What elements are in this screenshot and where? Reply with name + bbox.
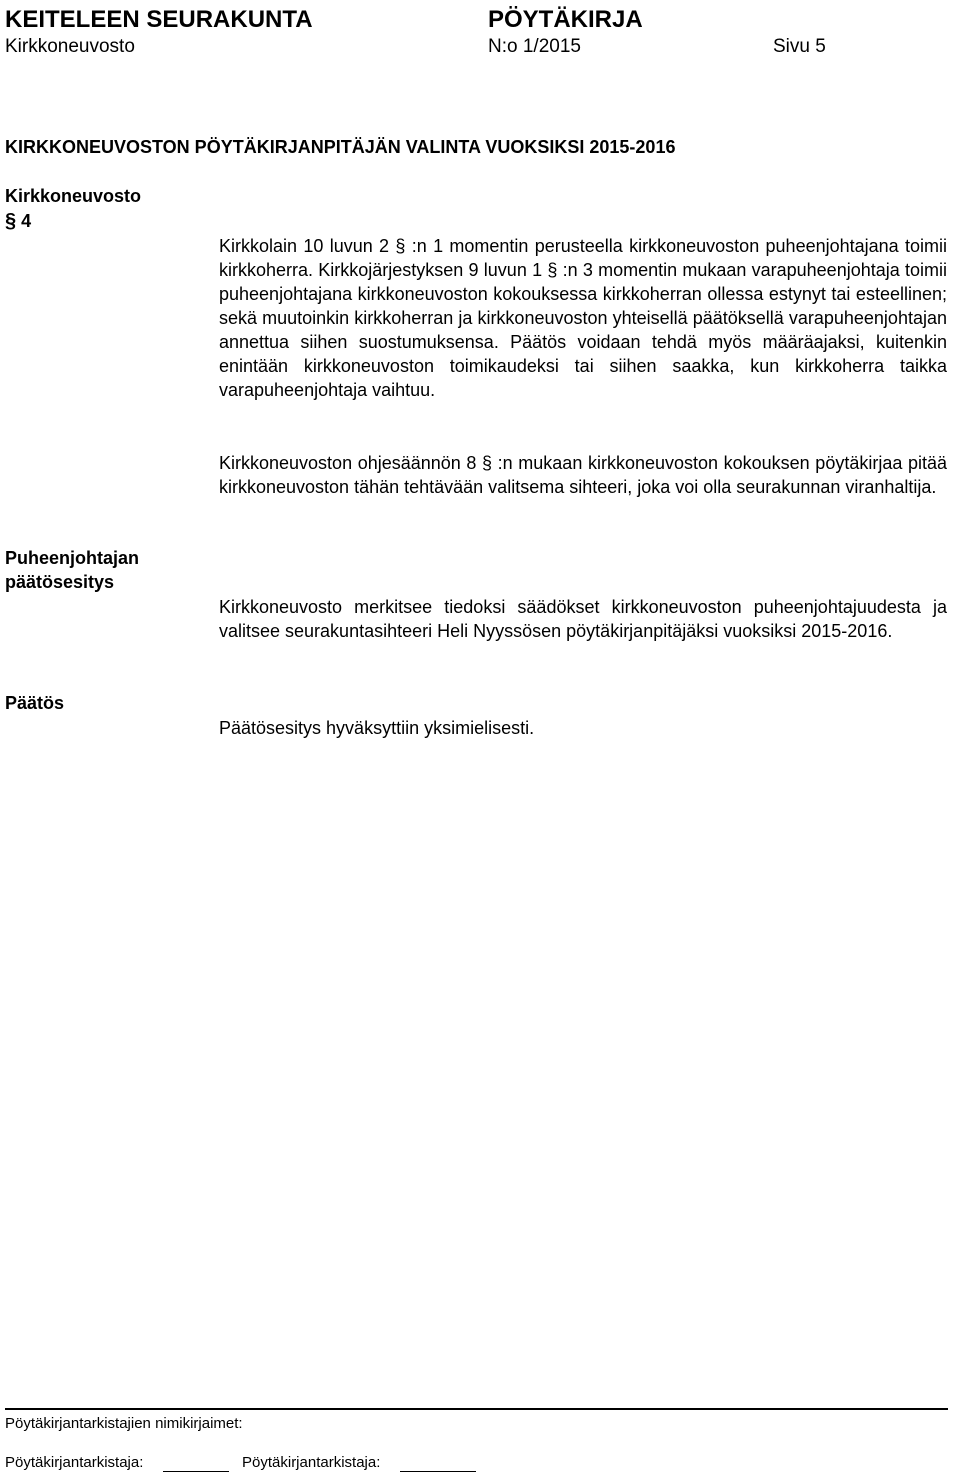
section-title: KIRKKONEUVOSTON PÖYTÄKIRJANPITÄJÄN VALINTA VUOKSIKSI 2015-2016 [5,137,676,157]
section-number-value: 4 [21,211,32,231]
decision-text: Päätösesitys hyväksyttiin yksimielisesti. [219,718,535,738]
proposal-label-line1: Puheenjohtajan [5,548,140,568]
body-name: Kirkkoneuvosto [5,36,135,57]
section-number [5,209,31,233]
initials-label: Pöytäkirjantarkistajien nimikirjaimet: [5,1415,243,1432]
section-symbol: § [5,210,17,232]
document-type: PÖYTÄKIRJA [488,6,643,33]
proposal-text: Kirkkoneuvosto merkitsee tiedoksi säädökset kirkkoneuvoston puheenjohtajuudesta ja valitsee seurakuntasihteeri Heli Nyyssösen pöytäkirjanpitäjäksi vuoksiksi 2015-2016. [219,597,947,641]
paragraph-legal-basis: Kirkkolain 10 luvun 2 § :n 1 momentin perusteella kirkkoneuvoston puheenjohtajana toimii kirkkoherra. Kirkkojärjestyksen 9 luvun 1 § :n 3 momentin mukaan varapuheenjohtaja toimii puheenjohtajana kirkkoneuvoston kokouksessa kirkkoherran ollessa estynyt tai esteellinen; sekä muutoinkin kirkkoherran ja kirkkoneuvoston yhteisellä päätöksellä varapuheenjohtajan annettua siihen suostumuksensa. Päätös voidaan tehdä myös määräajaksi, kuitenkin enintään kirkkoneuvoston toimikaudeksi tai siihen saakka, kun kirkkoherra taikka varapuheenjohtaja vaihtuu. [219,236,947,400]
document-number: N:o 1/2015 [488,36,581,57]
organization-name: KEITELEEN SEURAKUNTA [5,6,313,33]
checker-label-2: Pöytäkirjantarkistaja: [242,1454,381,1471]
body-label: Kirkkoneuvosto [5,186,142,206]
decision-label: Päätös [5,693,65,713]
paragraph-rules: Kirkkoneuvoston ohjesäännön 8 § :n mukaan kirkkoneuvoston kokouksen pöytäkirjaa pitää kirkkoneuvoston tähän tehtävään valitsema sihteeri, joka voi olla seurakunnan viranhaltija. [219,453,947,497]
signature-line-2 [400,1471,476,1472]
signature-line-1 [163,1471,229,1472]
footer-divider [5,1408,948,1410]
proposal-label-line2: päätösesitys [5,572,115,592]
checker-label-1: Pöytäkirjantarkistaja: [5,1454,144,1471]
proposal-label [5,546,139,594]
page-number: Sivu 5 [773,36,826,57]
